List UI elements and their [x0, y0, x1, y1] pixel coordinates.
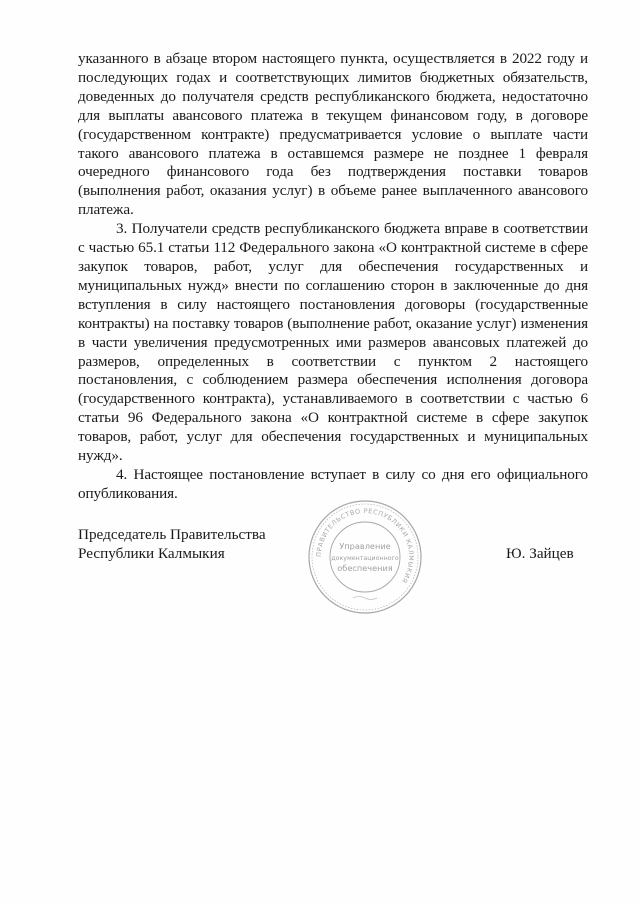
signatory-name: Ю. Зайцев: [506, 545, 574, 562]
signatory-position: [78, 525, 266, 563]
signatory-position-line-2: Республики Калмыкия: [78, 545, 225, 562]
seal-center-line-2: документационного: [331, 555, 399, 562]
official-seal-stamp: [306, 498, 424, 616]
seal-center-line-1: Управление: [339, 541, 391, 551]
document-body: [78, 50, 588, 504]
seal-graphic: [306, 498, 424, 616]
paragraph-4: 4. Настоящее постановление вступает в силу со дня его официального опубликования.: [78, 465, 588, 502]
seal-ring-text: ПРАВИТЕЛЬСТВО РЕСПУБЛИКИ КАЛМЫКИЯ: [314, 506, 416, 585]
paragraph-3: 3. Получатели средств республиканского бюджета вправе в соответствии с частью 65.1 статьи 112 Федерального закона «О контрактной системе в сфере закупок товаров, работ, услуг для обеспечения государственных и муниципальных нужд» внести по соглашению сторон в заключенные до дня вступления в силу настоящего постановления договоры (государственные контракты) на поставку товаров (выполнение работ, оказание услуг) изменения в части увеличения предусмотренных ими размеров авансовых платежей до размеров, определенных в соответствии с пунктом 2 настоящего постановления, с соблюдением размера обеспечения исполнения договора (государственного контракта), устанавливаемого в соответствии с частью 6 статьи 96 Федерального закона «О контрактной системе в сфере закупок товаров, работ, услуг для обеспечения государственных и муниципальных нужд».: [78, 220, 588, 465]
signatory-position-line-1: Председатель Правительства: [78, 526, 266, 543]
paragraph-continuation: указанного в абзаце втором настоящего пункта, осуществляется в 2022 году и последующих годах и соответствующих лимитов бюджетных обязательств, доведенных до получателя средств республиканского бюджета, недостаточно для выплаты авансового платежа в текущем финансовом году, в договоре (государственном контракте) предусматривается условие о выплате части такого авансового платежа в оставшемся размере не позднее 1 февраля очередного финансового года без подтверждения поставки товаров (выполнения работ, оказания услуг) в объеме ранее выплаченного авансового платежа.: [78, 50, 588, 219]
seal-center-line-3: обеспечения: [337, 563, 393, 573]
